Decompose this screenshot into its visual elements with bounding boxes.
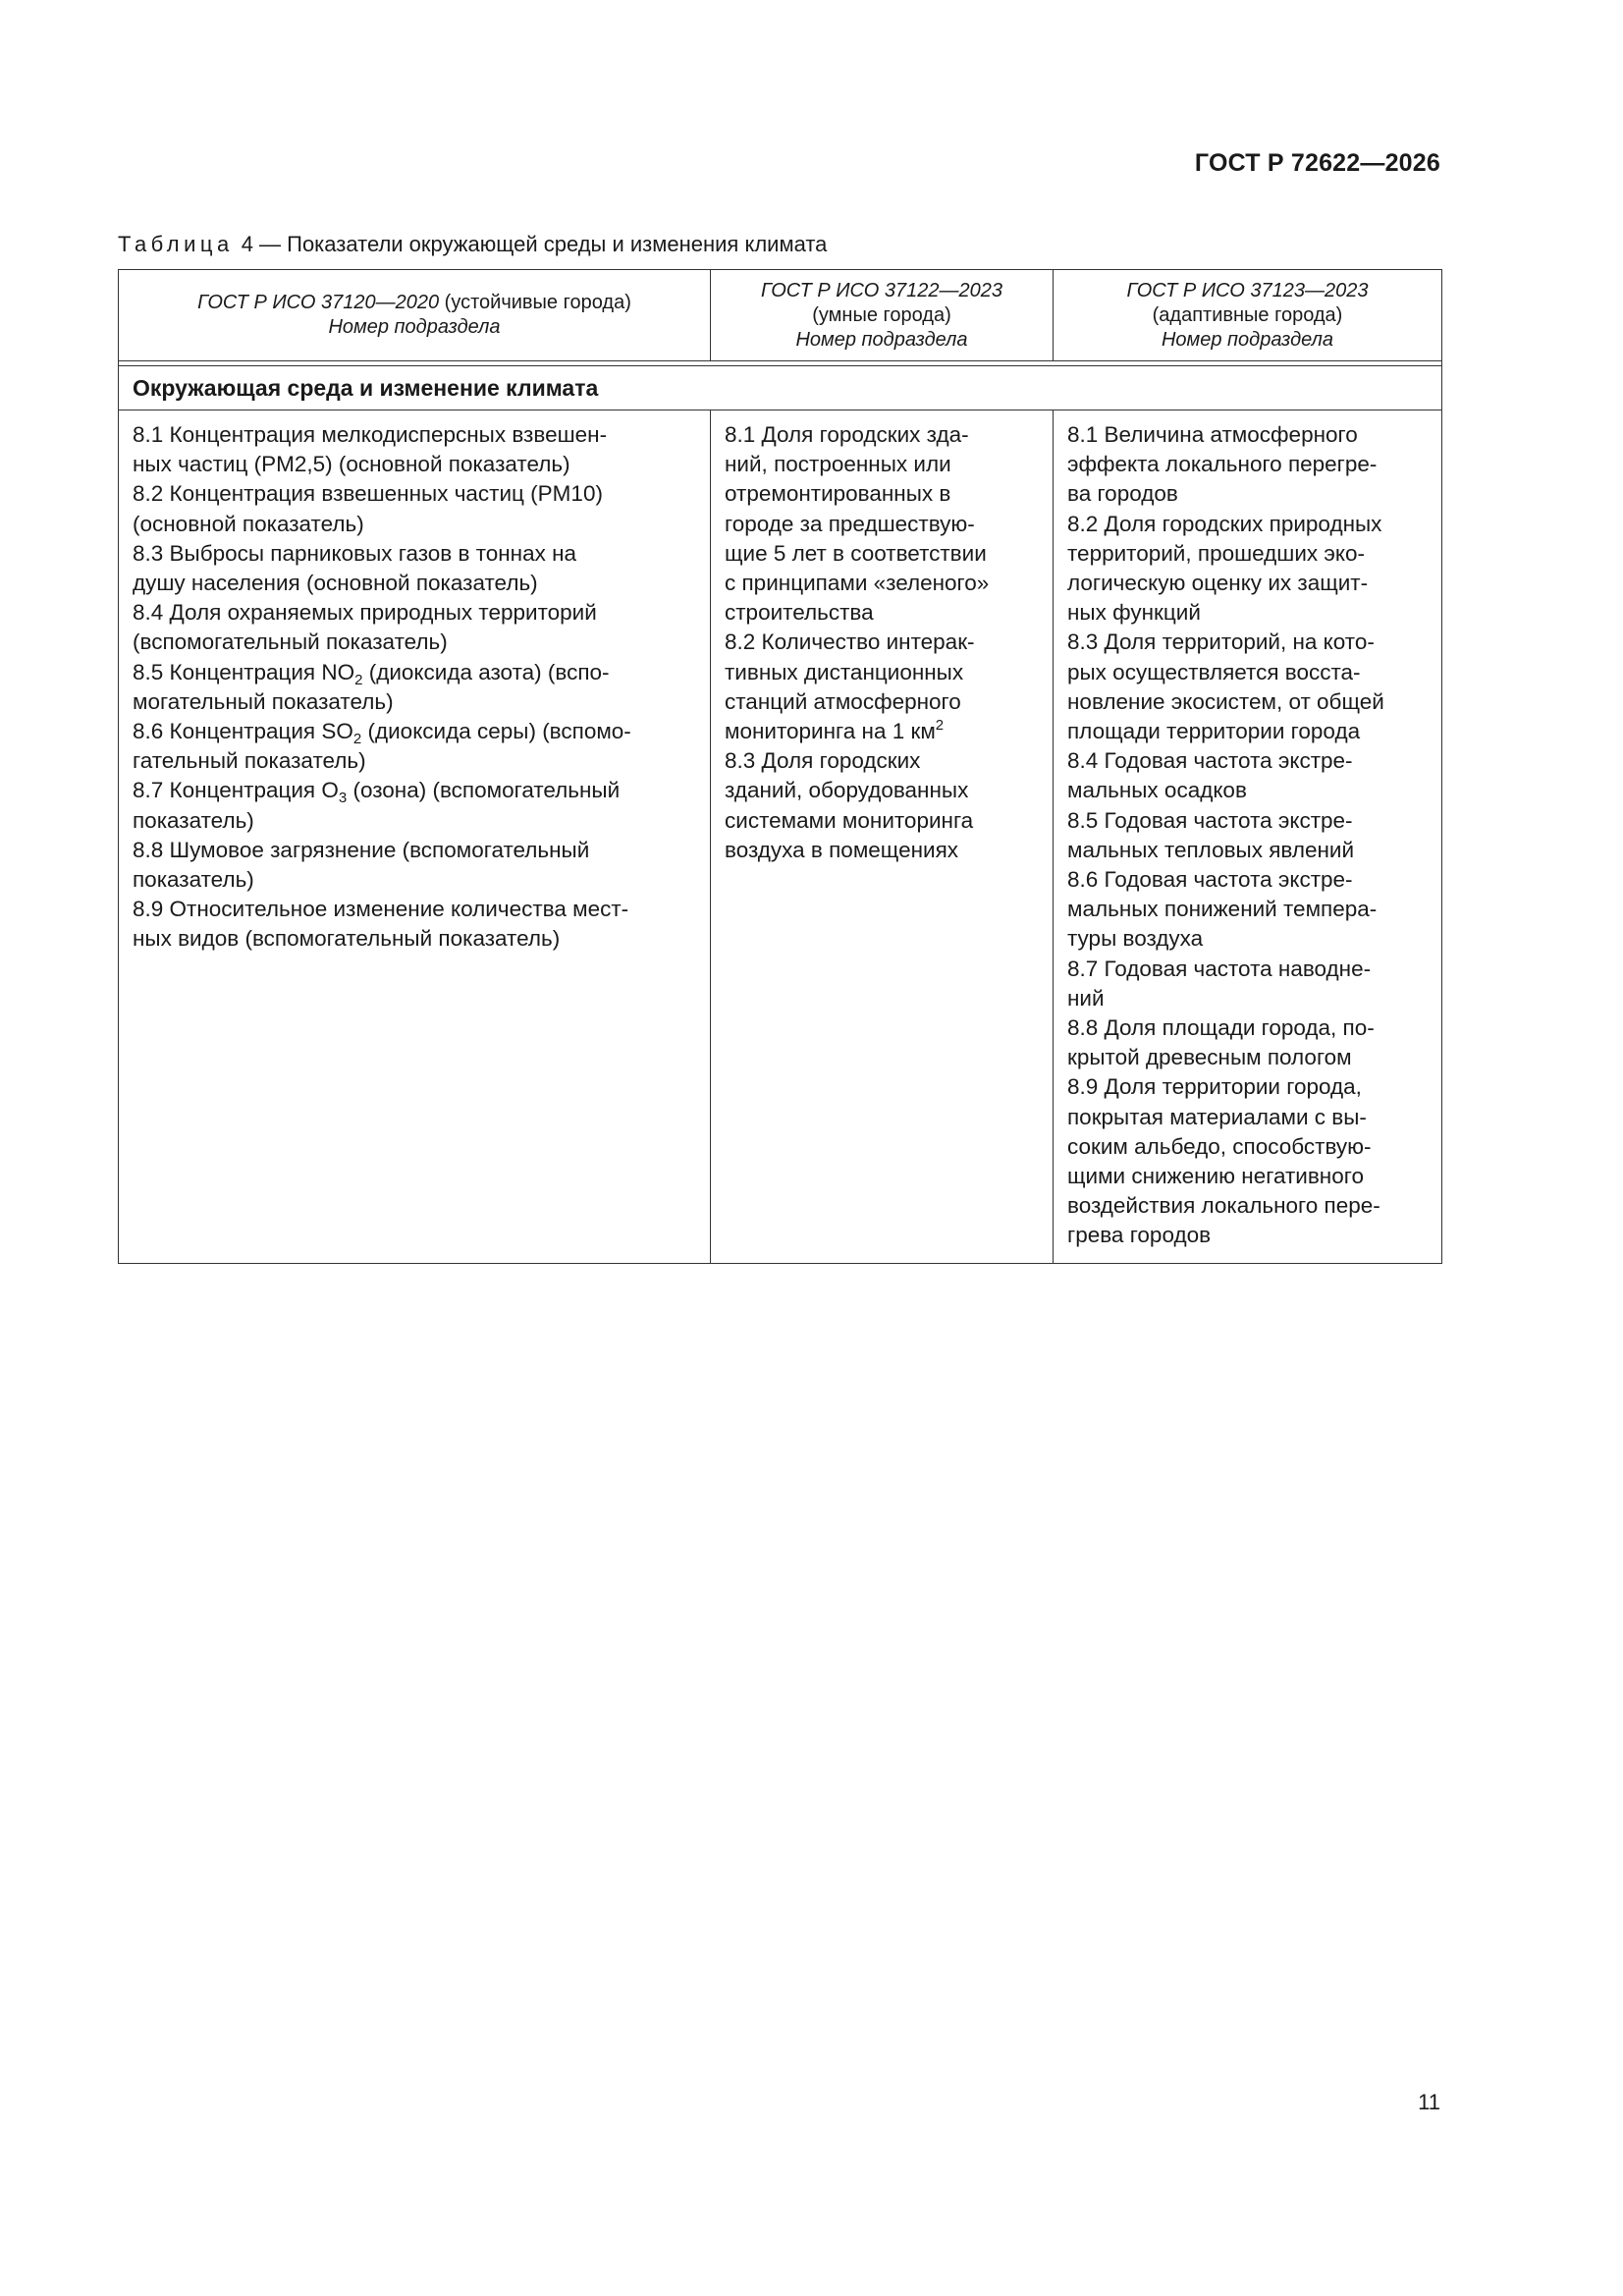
- column-37122-items: [711, 410, 1054, 1264]
- table-line: территорий, прошедших эко-: [1067, 540, 1365, 566]
- table-line: зданий, оборудованных: [725, 778, 969, 803]
- table-line: воздуха в помещениях: [725, 837, 959, 862]
- table-line: 8.3 Доля городских: [725, 748, 921, 774]
- table-line: отремонтированных в: [725, 481, 951, 507]
- table-line: системами мониторинга: [725, 807, 974, 833]
- table-line: мальных понижений темпера-: [1067, 897, 1378, 922]
- column-37123-items: [1054, 410, 1442, 1264]
- table-line: 8.3 Доля территорий, на кото-: [1067, 629, 1375, 655]
- table-line: щими снижению негативного: [1067, 1164, 1364, 1189]
- table-line: 8.1 Концентрация мелкодисперсных взвешен-: [133, 422, 608, 447]
- table-line: 8.7 Концентрация $O_3$ (озона) (вспомогательный: [133, 778, 621, 807]
- table-line: крытой древесным пологом: [1067, 1045, 1352, 1070]
- table-line: 8.9 Относительное изменение количества мест-: [133, 897, 629, 922]
- subscript: 3: [338, 790, 348, 807]
- table-line: ных функций: [1067, 600, 1201, 626]
- table-line: рых осуществляется восста-: [1067, 659, 1361, 684]
- subscript: 2: [352, 731, 362, 748]
- table-line: могательный показатель): [133, 688, 394, 714]
- table-line: логическую оценку их защит-: [1067, 571, 1369, 596]
- table-line: 8.1 Доля городских зда-: [725, 422, 969, 447]
- table-header-row: [119, 270, 1442, 361]
- table-line: щие 5 лет в соответствии: [725, 540, 987, 566]
- page-number: 11: [1418, 2090, 1440, 2114]
- table-line: 8.7 Годовая частота наводне-: [1067, 956, 1372, 981]
- table-line: мальных осадков: [1067, 778, 1247, 803]
- document-code: ГОСТ Р 72622—2026: [1194, 149, 1440, 177]
- table-line: городе за предшествую-: [725, 511, 975, 536]
- caption-word: Таблица: [118, 232, 234, 256]
- table-line: 8.9 Доля территории города,: [1067, 1074, 1362, 1100]
- table-line: 8.1 Величина атмосферного: [1067, 422, 1358, 447]
- superscript: 2: [935, 717, 945, 735]
- table-line: ний, построенных или: [725, 452, 951, 477]
- table-line: мониторинга на 1 $км^2$: [725, 717, 945, 744]
- table-line: 8.2 Концентрация взвешенных частиц (PM10): [133, 481, 603, 507]
- table-line: ных частиц (PM2,5) (основной показатель): [133, 452, 570, 477]
- table-line: станций атмосферного: [725, 688, 961, 714]
- section-row: [119, 366, 1442, 410]
- caption-text: — Показатели окружающей среды и изменения климата: [259, 232, 828, 256]
- table-line: 8.6 Концентрация $SO_2$ (диоксида серы) (вспомо-: [133, 719, 631, 748]
- table-line: эффекта локального перегре-: [1067, 452, 1378, 477]
- table-line: показатель): [133, 867, 254, 893]
- table-line: ных видов (вспомогательный показатель): [133, 926, 561, 952]
- table-line: 8.5 Концентрация $NO_2$ (диоксида азота) (вспо-: [133, 659, 610, 688]
- caption-number: 4: [241, 232, 254, 256]
- table-line: тивных дистанционных: [725, 659, 964, 684]
- table-line: воздействия локального пере-: [1067, 1193, 1380, 1219]
- table-line: 8.4 Годовая частота экстре-: [1067, 748, 1353, 774]
- table-line: 8.3 Выбросы парниковых газов в тоннах на: [133, 540, 577, 566]
- column-header-37123: ГОСТ Р ИСО 37123—2023 (адаптивные города) Номер подраздела: [1054, 270, 1442, 361]
- table-line: 8.8 Доля площади города, по-: [1067, 1015, 1375, 1041]
- table-caption: [118, 232, 827, 257]
- table-line: 8.6 Годовая частота экстре-: [1067, 867, 1353, 893]
- table-line: 8.2 Доля городских природных: [1067, 511, 1382, 536]
- table-line: гательный показатель): [133, 748, 366, 774]
- table-line: площади территории города: [1067, 719, 1361, 744]
- table-line: ний: [1067, 985, 1105, 1011]
- table-line: 8.4 Доля охраняемых природных территорий: [133, 600, 597, 626]
- table-line: грева городов: [1067, 1223, 1212, 1248]
- indicators-table: [118, 269, 1442, 1264]
- table-line: 8.8 Шумовое загрязнение (вспомогательный: [133, 837, 590, 862]
- table-line: 8.2 Количество интерак-: [725, 629, 975, 655]
- table-line: соким альбедо, способствую-: [1067, 1133, 1372, 1159]
- table-line: (основной показатель): [133, 511, 364, 536]
- table-line: покрытая материалами с вы-: [1067, 1104, 1367, 1129]
- section-title: Окружающая среда и изменение климата: [119, 366, 1442, 410]
- table-line: туры воздуха: [1067, 926, 1204, 952]
- table-line: новление экосистем, от общей: [1067, 688, 1384, 714]
- table-line: показатель): [133, 807, 254, 833]
- table-line: с принципами «зеленого»: [725, 571, 990, 596]
- table-body-row: [119, 410, 1442, 1264]
- subscript: 2: [354, 671, 363, 688]
- table-line: мальных тепловых явлений: [1067, 837, 1355, 862]
- column-header-37120: ГОСТ Р ИСО 37120—2020 (устойчивые города) Номер подраздела: [119, 270, 711, 361]
- table-line: ва городов: [1067, 481, 1178, 507]
- table-line: душу населения (основной показатель): [133, 571, 538, 596]
- table-line: 8.5 Годовая частота экстре-: [1067, 807, 1353, 833]
- column-37120-items: [119, 410, 711, 1264]
- column-header-37122: ГОСТ Р ИСО 37122—2023 (умные города) Номер подраздела: [711, 270, 1054, 361]
- table-line: (вспомогательный показатель): [133, 629, 448, 655]
- table-line: строительства: [725, 600, 874, 626]
